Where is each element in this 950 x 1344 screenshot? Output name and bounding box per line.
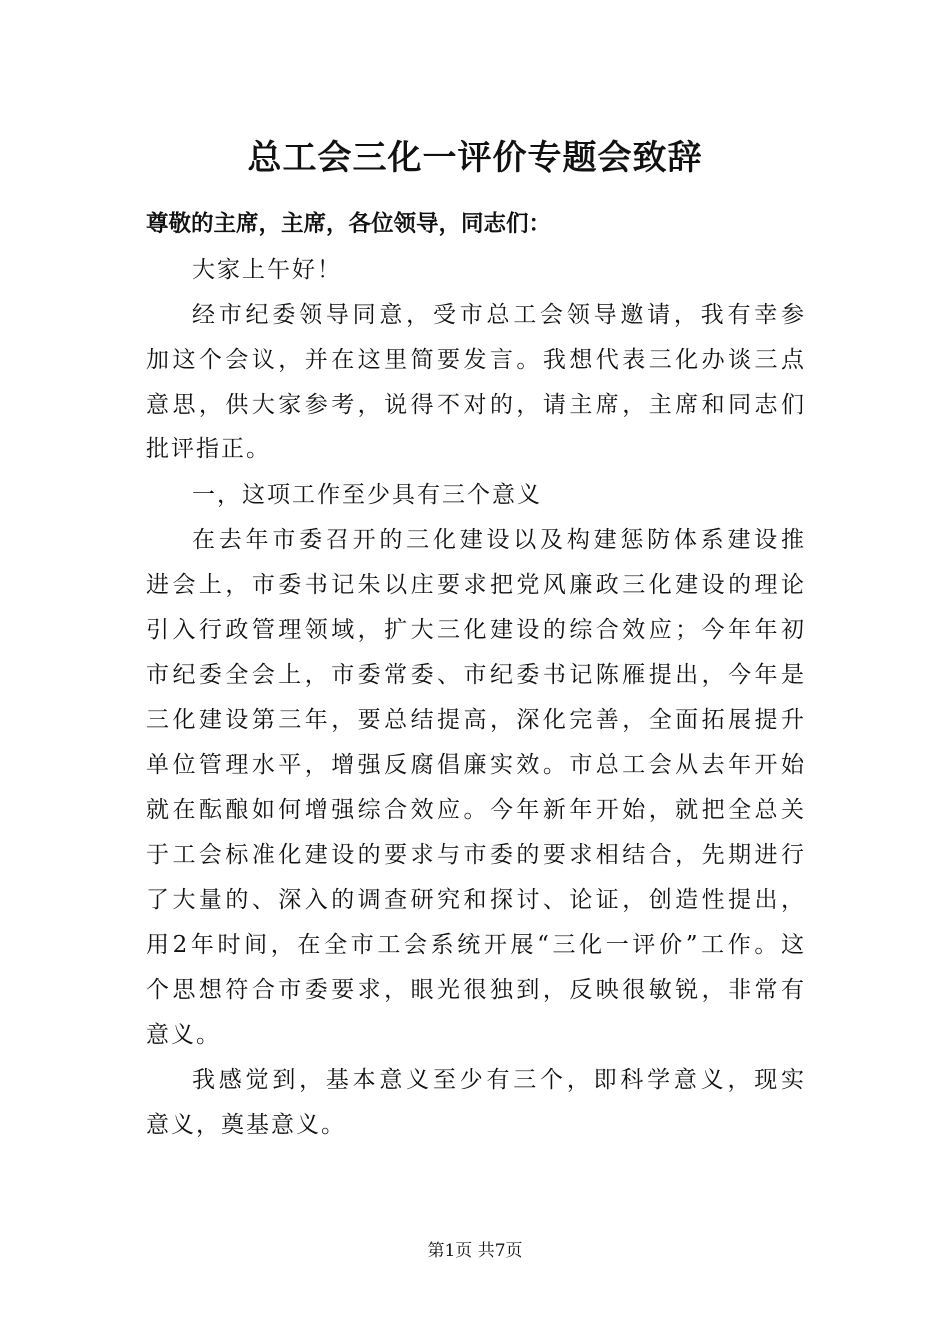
section-heading: 一，这项工作至少具有三个意义 — [192, 482, 542, 508]
paragraph-line: 于工会标准化建设的要求与市委的要求相结合，先期进行 — [146, 842, 806, 868]
paragraph-line: 引入行政管理领域，扩大三化建设的综合效应；今年年初 — [146, 617, 806, 643]
paragraph-line: 单位管理水平，增强反腐倡廉实效。市总工会从去年开始 — [146, 752, 806, 778]
paragraph-line: 了大量的、深入的调查研究和探讨、论证，创造性提出， — [146, 887, 806, 913]
page-footer: 第1页 共7页 — [427, 1241, 523, 1261]
paragraph-line: 市纪委全会上，市委常委、市纪委书记陈雁提出，今年是 — [146, 662, 806, 688]
salutation: 尊敬的主席，主席，各位领导，同志们： — [146, 211, 552, 237]
paragraph-line: 加这个会议，并在这里简要发言。我想代表三化办谈三点 — [146, 347, 806, 373]
document-title: 总工会三化一评价专题会致辞 — [247, 138, 703, 178]
paragraph-line: 在去年市委召开的三化建设以及构建惩防体系建设推 — [192, 527, 806, 553]
paragraph-line: 批评指正。 — [146, 436, 271, 462]
paragraph-line: 意义。 — [146, 1022, 221, 1048]
paragraph-line: 经市纪委领导同意，受市总工会领导邀请，我有幸参 — [192, 302, 806, 328]
paragraph-line: 用2年时间，在全市工会系统开展“三化一评价”工作。这 — [146, 932, 806, 958]
paragraph-line: 我感觉到，基本意义至少有三个，即科学意义，现实 — [192, 1067, 806, 1093]
paragraph-line: 三化建设第三年，要总结提高，深化完善，全面拓展提升 — [146, 707, 806, 733]
paragraph-line: 进会上，市委书记朱以庄要求把党风廉政三化建设的理论 — [146, 572, 806, 598]
paragraph-line: 意义，奠基意义。 — [146, 1112, 346, 1138]
paragraph-line: 就在酝酿如何增强综合效应。今年新年开始，就把全总关 — [146, 797, 806, 823]
paragraph-line: 大家上午好！ — [192, 257, 342, 283]
paragraph-line: 个思想符合市委要求，眼光很独到，反映很敏锐，非常有 — [146, 977, 806, 1003]
paragraph-line: 意思，供大家参考，说得不对的，请主席，主席和同志们 — [146, 392, 806, 418]
